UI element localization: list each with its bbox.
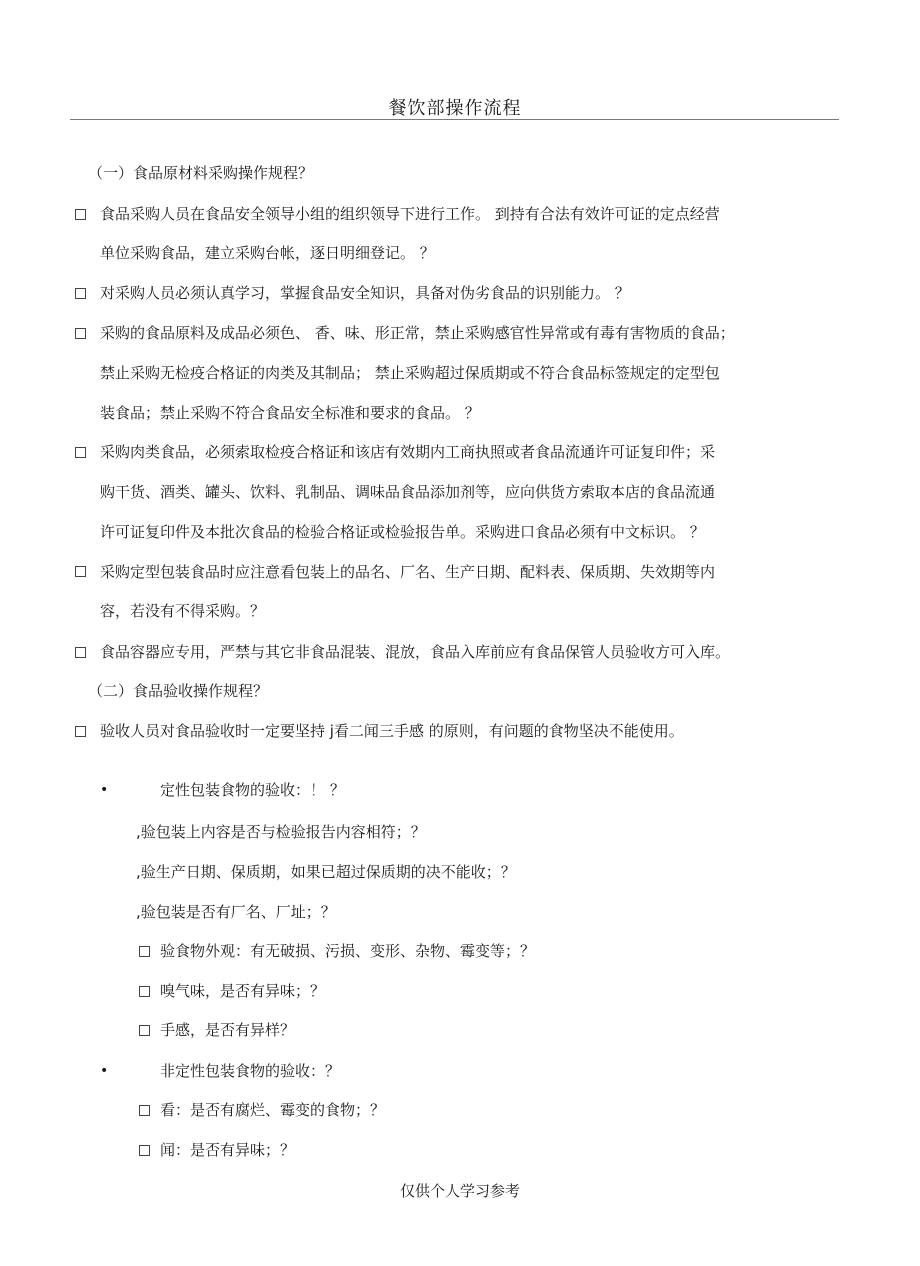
page-footer: 仅供个人学习参考 [399,1182,520,1200]
checkbox-icon [75,566,86,577]
bullet-label [160,780,345,800]
checkbox-icon [139,946,150,957]
bullet-dot-icon: • [100,782,109,798]
check-item: 验食物外观：有无破损、污损、变形、杂物、霉变等；？ [160,942,536,960]
bullet-label-text: 定性包装食物的验收： [160,781,311,799]
check-item: 手感，是否有异样？ [160,1021,296,1039]
checkbox-icon [75,288,86,299]
item-line: 许可证复印件及本批次食品的检验合格证或检验报告单。采购进口食品必须有中文标识。 ？ [100,523,705,541]
bullet-label: 非定性包装食物的验收：？ [160,1062,341,1080]
checkbox-icon [75,447,86,458]
title-underline [70,119,839,120]
section2-heading: （二）食品验收操作规程？ [88,682,269,700]
bullet-dot-icon: • [100,1063,109,1079]
checkbox-icon [75,209,86,220]
item-line: 单位采购食品，建立采购台帐，逐日明细登记。 ？ [100,244,435,262]
checkbox-icon [75,726,86,737]
section1-heading: （一）食品原材料采购操作规程？ [88,164,314,182]
item-line: 采购肉类食品，必须索取检疫合格证和该店有效期内工商执照或者食品流通许可证复印件；采 [100,443,716,461]
item-line: 对采购人员必须认真学习，掌握食品安全知识，具备对伪劣食品的识别能力。 ？ [100,284,630,302]
verify-point: ,验生产日期、保质期，如果已超过保质期的决不能收；？ [136,863,516,881]
checkbox-icon [75,647,86,658]
checkbox-icon [139,1145,150,1156]
check-item: 看：是否有腐烂、霉变的食物；？ [160,1101,386,1119]
item-line: 采购定型包装食品时应注意看包装上的品名、厂名、生产日期、配料表、保质期、失效期等内 [100,563,716,581]
item-line: 采购的食品原料及成品必须色、 香、味、形正常，禁止采购感官性异常或有毒有害物质的食品； [100,324,735,342]
item-line: 装食品；禁止采购不符合食品安全标准和要求的食品。 ？ [100,404,480,422]
bullet-label-suffix: ？ [329,781,345,799]
checkbox-icon [139,1105,150,1116]
checkbox-icon [139,1025,150,1036]
verify-point: ,验包装上内容是否与检验报告内容相符；？ [136,823,426,841]
item-line: 购干货、酒类、罐头、饮料、乳制品、调味品食品添加剂等，应向供货方索取本店的食品流通 [100,483,716,501]
check-item: 嗅气味，是否有异味；？ [160,982,326,1000]
item-line: 容，若没有不得采购。？ [100,602,266,620]
check-item: 闻：是否有异味；？ [160,1141,296,1159]
checkbox-icon [75,328,86,339]
item-line: 食品容器应专用，严禁与其它非食品混装、混放，食品入库前应有食品保管人员验收方可入库。 [100,643,731,661]
tick-mark: ！ [310,781,326,799]
verify-point: ,验包装是否有厂名、厂址；？ [136,903,336,921]
principle-line: 验收人员对食品验收时一定要坚持 j看二闻三手感 的原则，有问题的食物坚决不能使用。 [100,722,684,740]
page-title: 餐饮部操作流程 [388,98,522,119]
checkbox-icon [139,986,150,997]
item-line: 食品采购人员在食品安全领导小组的组织领导下进行工作。 到持有合法有效许可证的定点经营 [100,205,720,223]
item-line: 禁止采购无检疫合格证的肉类及其制品； 禁止采购超过保质期或不符合食品标签规定的定型包 [100,364,720,382]
